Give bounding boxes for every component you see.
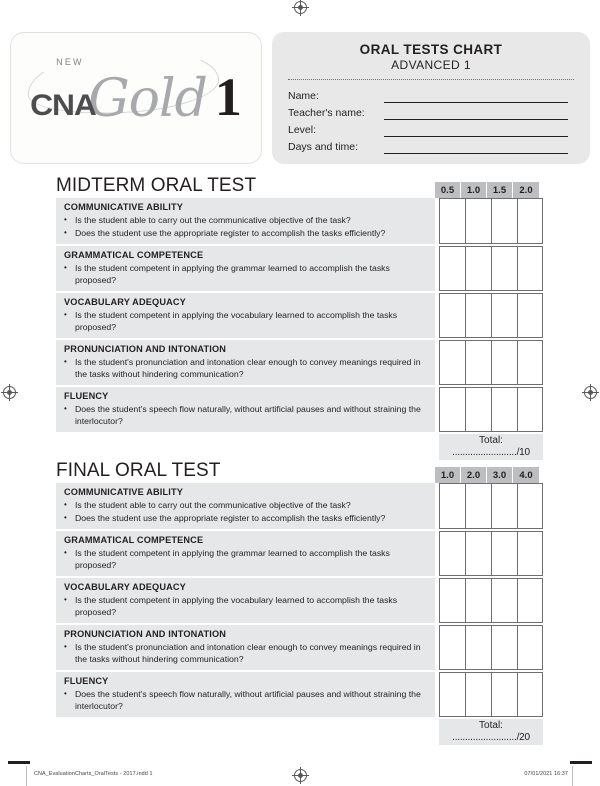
table-row xyxy=(56,672,539,717)
question-text: Does the student use the appropriate register to accomplish the tasks efficiently? xyxy=(75,228,386,238)
table-row xyxy=(56,387,539,432)
midterm-score-cells xyxy=(439,387,543,432)
criterion-grammatical-competence xyxy=(56,531,435,576)
criterion-pronunciation-and-intonation xyxy=(56,340,435,385)
final-total-box xyxy=(439,719,543,745)
score-checkbox-cell[interactable] xyxy=(491,198,517,244)
criterion-question xyxy=(64,227,427,239)
criterion-grammatical-competence xyxy=(56,246,435,291)
criterion-communicative-ability xyxy=(56,198,435,244)
criterion-title: FLUENCY xyxy=(64,676,109,686)
criterion-title: COMMUNICATIVE ABILITY xyxy=(64,202,184,212)
score-checkbox-cell[interactable] xyxy=(517,340,543,385)
table-row xyxy=(56,340,539,385)
score-checkbox-cell[interactable] xyxy=(465,293,491,338)
question-text: Does the student's speech flow naturally, without artificial pauses and without straining the interlocutor? xyxy=(75,689,421,711)
score-checkbox-cell[interactable] xyxy=(465,246,491,291)
midterm-header xyxy=(56,172,539,198)
final-total-row xyxy=(56,719,539,745)
score-checkbox-cell[interactable] xyxy=(439,625,465,670)
student-info-panel xyxy=(272,32,590,164)
table-row xyxy=(56,293,539,338)
criterion-question xyxy=(64,547,427,571)
score-checkbox-cell[interactable] xyxy=(491,531,517,576)
table-row xyxy=(56,198,539,244)
question-text: Does the student use the appropriate register to accomplish the tasks efficiently? xyxy=(75,513,386,523)
chart-subtitle: ADVANCED 1 xyxy=(391,58,471,72)
criterion-question xyxy=(64,594,427,618)
score-checkbox-cell[interactable] xyxy=(439,578,465,623)
score-checkbox-cell[interactable] xyxy=(465,483,491,529)
bullet-icon: • xyxy=(64,263,67,272)
score-checkbox-cell[interactable] xyxy=(517,672,543,717)
question-text: Is the student's pronunciation and intonation clear enough to convey meanings required in the tasks without hindering communication? xyxy=(75,357,421,379)
bullet-icon: • xyxy=(64,642,67,651)
criterion-question xyxy=(64,309,427,333)
score-checkbox-cell[interactable] xyxy=(491,483,517,529)
score-checkbox-cell[interactable] xyxy=(517,578,543,623)
question-text: Is the student competent in applying the vocabulary learned to accomplish the tasks proposed? xyxy=(75,310,398,332)
field-label-teacher: Teacher's name: xyxy=(288,106,365,119)
final-score-col-1: 1.0 xyxy=(435,467,461,483)
criterion-title: COMMUNICATIVE ABILITY xyxy=(64,487,184,497)
criterion-fluency xyxy=(56,672,435,717)
question-text: Is the student competent in applying the grammar learned to accomplish the tasks proposed? xyxy=(75,548,390,570)
score-checkbox-cell[interactable] xyxy=(517,387,543,432)
score-checkbox-cell[interactable] xyxy=(491,387,517,432)
table-row xyxy=(56,578,539,623)
midterm-score-cells xyxy=(439,246,543,291)
bullet-icon: • xyxy=(64,500,67,509)
score-checkbox-cell[interactable] xyxy=(465,387,491,432)
criterion-question xyxy=(64,688,427,712)
criterion-vocabulary-adequacy xyxy=(56,293,435,338)
criterion-question xyxy=(64,403,427,427)
question-text: Does the student's speech flow naturally, without artificial pauses and without straining the interlocutor? xyxy=(75,404,421,426)
table-row xyxy=(56,531,539,576)
score-checkbox-cell[interactable] xyxy=(439,293,465,338)
criterion-title: VOCABULARY ADEQUACY xyxy=(64,582,186,592)
total-label: Total: xyxy=(479,435,503,446)
score-checkbox-cell[interactable] xyxy=(465,625,491,670)
midterm-score-col-2: 1.0 xyxy=(461,182,487,198)
field-row-teacher xyxy=(288,103,574,120)
footer-timestamp: 07/01/2021 16:37 xyxy=(524,771,568,777)
score-checkbox-cell[interactable] xyxy=(517,625,543,670)
midterm-score-col-4: 2.0 xyxy=(513,182,539,198)
midterm-criteria-rows xyxy=(56,198,539,460)
question-text: Is the student able to carry out the communicative objective of the task? xyxy=(75,215,351,225)
midterm-title: MIDTERM ORAL TEST xyxy=(56,175,257,196)
chart-title: ORAL TESTS CHART xyxy=(359,42,503,57)
score-checkbox-cell[interactable] xyxy=(465,531,491,576)
criterion-communicative-ability xyxy=(56,483,435,529)
question-text: Is the student able to carry out the communicative objective of the task? xyxy=(75,500,351,510)
final-score-cells xyxy=(439,578,543,623)
field-label-level: Level: xyxy=(288,123,317,136)
criterion-fluency xyxy=(56,387,435,432)
score-checkbox-cell[interactable] xyxy=(439,387,465,432)
question-text: Is the student competent in applying the vocabulary learned to accomplish the tasks proposed? xyxy=(75,595,398,617)
score-checkbox-cell[interactable] xyxy=(491,672,517,717)
criterion-question xyxy=(64,512,427,524)
score-checkbox-cell[interactable] xyxy=(491,293,517,338)
final-header xyxy=(56,457,539,483)
criterion-title: FLUENCY xyxy=(64,391,109,401)
registration-mark-bottom xyxy=(294,769,307,782)
days-and-time-input-line[interactable] xyxy=(384,141,568,154)
score-checkbox-cell[interactable] xyxy=(517,483,543,529)
field-label-name: Name: xyxy=(288,89,319,102)
final-score-cells xyxy=(439,531,543,576)
bullet-icon: • xyxy=(64,689,67,698)
midterm-score-cells xyxy=(439,293,543,338)
divider-dotted xyxy=(288,79,574,80)
bullet-icon: • xyxy=(64,595,67,604)
criterion-question xyxy=(64,214,427,226)
score-checkbox-cell[interactable] xyxy=(491,246,517,291)
score-checkbox-cell[interactable] xyxy=(517,293,543,338)
score-checkbox-cell[interactable] xyxy=(517,531,543,576)
bullet-icon: • xyxy=(64,215,67,224)
score-checkbox-cell[interactable] xyxy=(465,340,491,385)
page-footer xyxy=(0,766,600,786)
bullet-icon: • xyxy=(64,513,67,522)
logo-new-text: NEW xyxy=(56,57,84,68)
criterion-title: GRAMMATICAL COMPETENCE xyxy=(64,535,204,545)
teacher-name-input-line[interactable] xyxy=(384,107,568,120)
final-score-cells xyxy=(439,672,543,717)
criterion-title: VOCABULARY ADEQUACY xyxy=(64,297,186,307)
score-checkbox-cell[interactable] xyxy=(465,578,491,623)
final-total-value[interactable]: ........................./20 xyxy=(452,731,530,743)
score-checkbox-cell[interactable] xyxy=(491,340,517,385)
criterion-title: PRONUNCIATION AND INTONATION xyxy=(64,344,227,354)
section-midterm-oral-test xyxy=(56,172,539,462)
final-score-header xyxy=(435,467,539,483)
level-input-line[interactable] xyxy=(384,124,568,137)
logo-lockup xyxy=(30,57,242,129)
criterion-title: PRONUNCIATION AND INTONATION xyxy=(64,629,227,639)
logo-gold-text: Gold xyxy=(88,68,207,129)
question-text: Is the student's pronunciation and intonation clear enough to convey meanings required in the tasks without hindering communication? xyxy=(75,642,421,664)
registration-mark-left xyxy=(3,386,16,399)
section-final-oral-test xyxy=(56,457,539,747)
field-row-days-time xyxy=(288,137,574,154)
table-row xyxy=(56,246,539,291)
brand-logo-panel xyxy=(10,32,262,164)
bullet-icon: • xyxy=(64,404,67,413)
total-label: Total: xyxy=(479,720,503,731)
field-row-name xyxy=(288,86,574,103)
footer-filename: CNA_EvaluationCharts_OralTests - 2017.indd 1 xyxy=(34,771,153,777)
criterion-question xyxy=(64,356,427,380)
score-checkbox-cell[interactable] xyxy=(491,625,517,670)
score-checkbox-cell[interactable] xyxy=(439,672,465,717)
bullet-icon: • xyxy=(64,548,67,557)
field-row-level xyxy=(288,120,574,137)
question-text: Is the student competent in applying the grammar learned to accomplish the tasks proposed? xyxy=(75,263,390,285)
midterm-score-col-1: 0.5 xyxy=(435,182,461,198)
table-row xyxy=(56,625,539,670)
score-checkbox-cell[interactable] xyxy=(491,578,517,623)
midterm-score-header xyxy=(435,182,539,198)
final-criteria-rows xyxy=(56,483,539,745)
criterion-vocabulary-adequacy xyxy=(56,578,435,623)
score-checkbox-cell[interactable] xyxy=(465,672,491,717)
criterion-title: GRAMMATICAL COMPETENCE xyxy=(64,250,204,260)
logo-cna-text: CNA xyxy=(30,88,96,122)
final-title: FINAL ORAL TEST xyxy=(56,460,221,481)
score-checkbox-cell[interactable] xyxy=(439,246,465,291)
final-score-col-3: 3.0 xyxy=(487,467,513,483)
logo-level-number: 1 xyxy=(214,67,242,128)
crop-mark-bottom-right xyxy=(570,761,592,764)
criterion-question xyxy=(64,641,427,665)
final-score-cells xyxy=(439,483,543,529)
crop-mark-bottom-left xyxy=(8,761,30,764)
score-checkbox-cell[interactable] xyxy=(439,483,465,529)
midterm-total-value[interactable]: ........................./10 xyxy=(452,446,530,458)
final-score-col-4: 4.0 xyxy=(513,467,539,483)
score-checkbox-cell[interactable] xyxy=(465,198,491,244)
midterm-score-col-3: 1.5 xyxy=(487,182,513,198)
info-field-list xyxy=(288,86,574,154)
score-checkbox-cell[interactable] xyxy=(439,531,465,576)
midterm-score-cells xyxy=(439,198,543,244)
field-label-days-time: Days and time: xyxy=(288,140,359,153)
name-input-line[interactable] xyxy=(384,90,568,103)
final-score-cells xyxy=(439,625,543,670)
registration-mark-top xyxy=(294,1,307,14)
score-checkbox-cell[interactable] xyxy=(439,198,465,244)
criterion-pronunciation-and-intonation xyxy=(56,625,435,670)
total-row-spacer xyxy=(56,719,435,745)
score-checkbox-cell[interactable] xyxy=(517,198,543,244)
bullet-icon: • xyxy=(64,357,67,366)
registration-mark-right xyxy=(584,386,597,399)
final-score-col-2: 2.0 xyxy=(461,467,487,483)
criterion-question xyxy=(64,499,427,511)
criterion-question xyxy=(64,262,427,286)
bullet-icon: • xyxy=(64,310,67,319)
table-row xyxy=(56,483,539,529)
midterm-score-cells xyxy=(439,340,543,385)
bullet-icon: • xyxy=(64,228,67,237)
score-checkbox-cell[interactable] xyxy=(517,246,543,291)
score-checkbox-cell[interactable] xyxy=(439,340,465,385)
